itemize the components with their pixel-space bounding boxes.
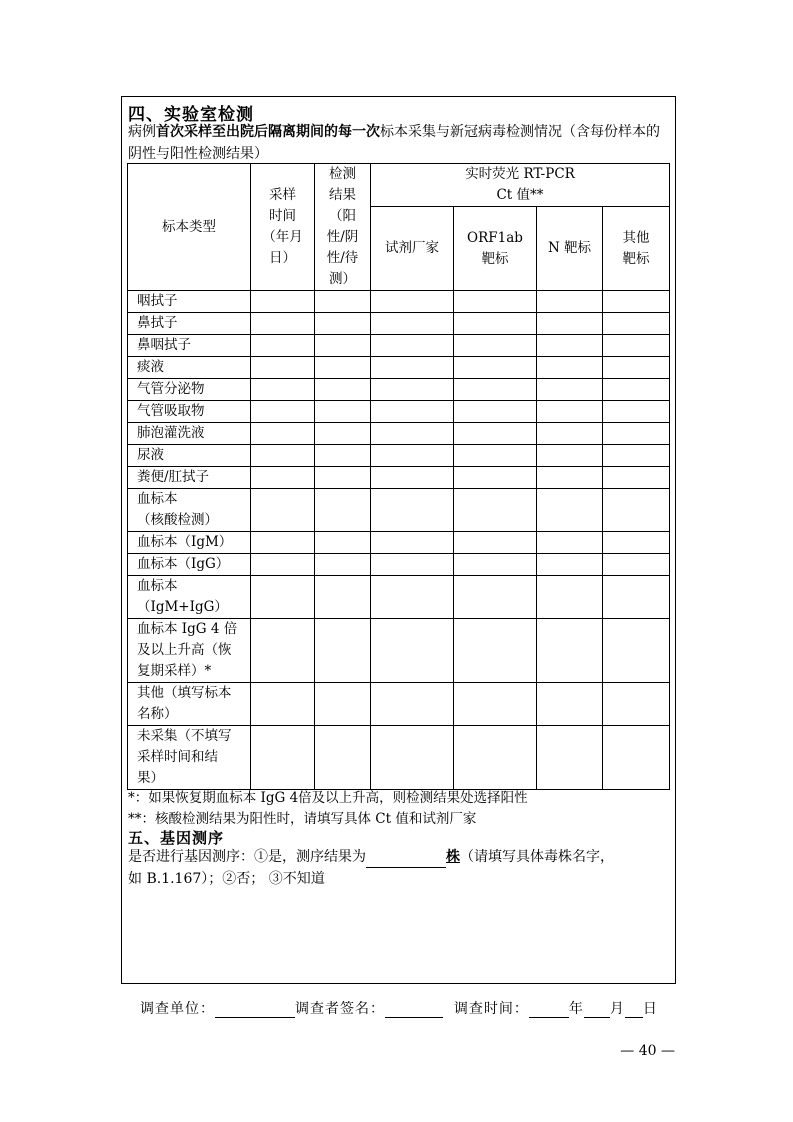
cell-sampling-date[interactable]: [251, 619, 315, 683]
table-row: [128, 532, 670, 554]
specimen-label: [128, 554, 251, 576]
cell-reagent[interactable]: [371, 291, 454, 313]
specimen-label-line: 果）: [137, 770, 164, 786]
cell-other-target[interactable]: [603, 423, 670, 445]
section-description: [128, 121, 673, 165]
header-other-line: 其他: [622, 229, 650, 246]
table-row: [128, 683, 670, 726]
cell-orf1ab[interactable]: [454, 357, 537, 379]
cell-test-result[interactable]: [315, 554, 371, 576]
specimen-label: [128, 423, 251, 445]
header-test-result: [315, 164, 371, 291]
specimen-label-line: 咽拭子: [137, 293, 178, 309]
specimen-label: [128, 379, 251, 401]
footnote-ct: **：核酸检测结果为阳性时，请填写具体 Ct 值和试剂厂家: [128, 811, 477, 827]
cell-orf1ab[interactable]: [454, 467, 537, 489]
cell-n-target[interactable]: [537, 335, 603, 357]
cell-orf1ab[interactable]: [454, 379, 537, 401]
table-row: [128, 291, 670, 313]
header-result-line: 结果: [329, 187, 356, 203]
cell-test-result[interactable]: [315, 726, 371, 790]
cell-sampling-date[interactable]: [251, 423, 315, 445]
specimen-label: [128, 619, 251, 683]
cell-reagent[interactable]: [371, 445, 454, 467]
cell-orf1ab[interactable]: [454, 683, 537, 726]
specimen-label-line: 血标本（IgM）: [137, 534, 233, 550]
specimen-label-line: 鼻咽拭子: [137, 337, 191, 353]
cell-orf1ab[interactable]: [454, 489, 537, 532]
specimen-label: [128, 445, 251, 467]
cell-other-target[interactable]: [603, 357, 670, 379]
cell-sampling-date[interactable]: [251, 532, 315, 554]
table-row: [128, 401, 670, 423]
strain-input-line[interactable]: [366, 851, 446, 868]
footer-time-label: 调查时间：: [453, 1001, 529, 1017]
header-result-line: 性/阴: [326, 229, 359, 245]
cell-n-target[interactable]: [537, 357, 603, 379]
table-row: [128, 357, 670, 379]
specimen-label: [128, 335, 251, 357]
cell-sampling-date[interactable]: [251, 445, 315, 467]
specimen-label: [128, 291, 251, 313]
unit-input-line[interactable]: [215, 1001, 295, 1018]
cell-test-result[interactable]: [315, 313, 371, 335]
cell-test-result[interactable]: [315, 335, 371, 357]
month-input-line[interactable]: [584, 1001, 610, 1018]
specimen-label-line: 粪便/肛拭子: [137, 469, 210, 485]
cell-reagent[interactable]: [371, 489, 454, 532]
header-rt-pcr: [371, 164, 670, 207]
header-date-line: 日）: [269, 250, 296, 266]
table-row: [128, 726, 670, 790]
header-date-line: 采样: [269, 187, 296, 203]
cell-test-result[interactable]: [315, 357, 371, 379]
specimen-label: [128, 489, 251, 532]
specimen-label: [128, 532, 251, 554]
cell-n-target[interactable]: [537, 532, 603, 554]
cell-other-target[interactable]: [603, 576, 670, 619]
cell-other-target[interactable]: [603, 489, 670, 532]
cell-test-result[interactable]: [315, 532, 371, 554]
header-result-line: 检测: [329, 166, 356, 182]
cell-n-target[interactable]: [537, 489, 603, 532]
section-title-sequencing: 五、基因测序: [128, 829, 225, 847]
table-row: [128, 423, 670, 445]
header-specimen-type: 标本类型: [128, 164, 251, 291]
table-row: [128, 445, 670, 467]
cell-other-target[interactable]: [603, 335, 670, 357]
cell-test-result[interactable]: [315, 423, 371, 445]
specimen-label-line: 血标本（IgG）: [137, 556, 230, 572]
cell-other-target[interactable]: [603, 379, 670, 401]
cell-reagent[interactable]: [371, 313, 454, 335]
table-row: [128, 619, 670, 683]
specimen-label-line: 痰液: [137, 359, 164, 375]
cell-sampling-date[interactable]: [251, 489, 315, 532]
header-sampling-date: [251, 164, 315, 291]
table-body: [128, 291, 670, 790]
cell-other-target[interactable]: [603, 445, 670, 467]
table-row: [128, 467, 670, 489]
specimen-label-line: 气管吸取物: [137, 403, 205, 419]
sequencing-question-hint: （请填写具体毒株名字，: [460, 849, 614, 865]
cell-test-result[interactable]: [315, 445, 371, 467]
footer-day-label: 日: [642, 1001, 658, 1017]
header-other-target: [603, 207, 670, 291]
specimen-label: [128, 313, 251, 335]
cell-reagent[interactable]: [371, 357, 454, 379]
survey-footer: [140, 998, 658, 1018]
cell-n-target[interactable]: [537, 683, 603, 726]
cell-orf1ab[interactable]: [454, 576, 537, 619]
cell-orf1ab[interactable]: [454, 619, 537, 683]
cell-other-target[interactable]: [603, 401, 670, 423]
table-row: [128, 313, 670, 335]
specimen-label-line: 未采集（不填写: [137, 728, 232, 744]
cell-reagent[interactable]: [371, 576, 454, 619]
cell-sampling-date[interactable]: [251, 401, 315, 423]
cell-orf1ab[interactable]: [454, 554, 537, 576]
signer-input-line[interactable]: [385, 1001, 443, 1018]
cell-sampling-date[interactable]: [251, 313, 315, 335]
cell-orf1ab[interactable]: [454, 423, 537, 445]
specimen-label-line: 肺泡灌洗液: [137, 425, 205, 441]
specimen-label: [128, 401, 251, 423]
cell-other-target[interactable]: [603, 619, 670, 683]
desc-suffix: 标本采集与新冠病毒检测情况（含每份样本的阴性与阳性检测结果）: [128, 124, 660, 162]
header-pcr-line: Ct 值**: [496, 187, 544, 203]
cell-other-target[interactable]: [603, 467, 670, 489]
cell-n-target[interactable]: [537, 576, 603, 619]
specimen-label: [128, 683, 251, 726]
sequencing-question: [128, 846, 673, 890]
header-orf-line: 靶标: [481, 250, 509, 267]
header-other-line: 靶标: [622, 250, 650, 267]
cell-orf1ab[interactable]: [454, 445, 537, 467]
specimen-label-line: 其他（填写标本: [137, 685, 232, 701]
specimen-label: [128, 576, 251, 619]
specimen-label-line: （IgM+IgG）: [137, 599, 228, 615]
sequencing-question-text: 是否进行基因测序：①是，测序结果为: [128, 849, 366, 865]
cell-n-target[interactable]: [537, 726, 603, 790]
footer-year-label: 年: [568, 1001, 584, 1017]
specimen-label-line: 尿液: [137, 447, 164, 463]
cell-sampling-date[interactable]: [251, 357, 315, 379]
cell-sampling-date[interactable]: [251, 379, 315, 401]
table-row: [128, 379, 670, 401]
cell-sampling-date[interactable]: [251, 291, 315, 313]
cell-other-target[interactable]: [603, 313, 670, 335]
cell-orf1ab[interactable]: [454, 401, 537, 423]
specimen-label-line: 血标本: [137, 578, 178, 594]
specimen-label-line: 复期采样）*: [137, 663, 212, 679]
cell-reagent[interactable]: [371, 619, 454, 683]
cell-test-result[interactable]: [315, 467, 371, 489]
specimen-label-line: 气管分泌物: [137, 381, 205, 397]
cell-sampling-date[interactable]: [251, 726, 315, 790]
cell-test-result[interactable]: [315, 291, 371, 313]
cell-reagent[interactable]: [371, 401, 454, 423]
footer-unit-label: 调查单位：: [140, 1001, 215, 1017]
cell-n-target[interactable]: [537, 379, 603, 401]
cell-sampling-date[interactable]: [251, 335, 315, 357]
table-row: [128, 554, 670, 576]
cell-reagent[interactable]: [371, 683, 454, 726]
cell-test-result[interactable]: [315, 489, 371, 532]
cell-orf1ab[interactable]: [454, 291, 537, 313]
strain-suffix: 株: [446, 849, 460, 865]
cell-n-target[interactable]: [537, 467, 603, 489]
day-input-line[interactable]: [625, 1001, 643, 1018]
cell-reagent[interactable]: [371, 423, 454, 445]
cell-reagent[interactable]: [371, 554, 454, 576]
cell-n-target[interactable]: [537, 445, 603, 467]
page-number: — 40 —: [620, 1043, 675, 1059]
cell-test-result[interactable]: [315, 401, 371, 423]
header-orf1ab: [454, 207, 537, 291]
header-result-line: 性/待: [326, 250, 359, 266]
specimen-label: [128, 357, 251, 379]
specimen-label-line: 采样时间和结: [137, 749, 218, 765]
cell-n-target[interactable]: [537, 401, 603, 423]
sequencing-options: 如 B.1.167）；②否； ③不知道: [128, 871, 325, 887]
cell-n-target[interactable]: [537, 554, 603, 576]
cell-test-result[interactable]: [315, 619, 371, 683]
header-date-line: （年月: [262, 229, 303, 245]
specimen-label-line: （核酸检测）: [137, 512, 218, 528]
header-orf-line: ORF1ab: [467, 229, 523, 246]
header-reagent: 试剂厂家: [371, 207, 454, 291]
year-input-line[interactable]: [529, 1001, 569, 1018]
specimen-label-line: 名称）: [137, 706, 178, 722]
cell-sampling-date[interactable]: [251, 554, 315, 576]
header-result-line: （阳: [329, 208, 356, 224]
cell-other-target[interactable]: [603, 291, 670, 313]
header-pcr-line: 实时荧光 RT-PCR: [465, 166, 575, 182]
header-n-target: N 靶标: [537, 207, 603, 291]
footer-signer-label: 调查者签名：: [295, 1001, 385, 1017]
desc-prefix: 病例: [128, 124, 156, 140]
specimen-label-line: 鼻拭子: [137, 315, 178, 331]
section-title-lab: 四、实验室检测: [128, 105, 254, 125]
cell-orf1ab[interactable]: [454, 313, 537, 335]
specimen-label-line: 血标本 IgG 4 倍: [137, 621, 238, 637]
specimen-label: [128, 467, 251, 489]
cell-n-target[interactable]: [537, 619, 603, 683]
cell-orf1ab[interactable]: [454, 726, 537, 790]
cell-reagent[interactable]: [371, 379, 454, 401]
cell-n-target[interactable]: [537, 291, 603, 313]
lab-test-table: [127, 163, 670, 790]
cell-sampling-date[interactable]: [251, 467, 315, 489]
footnote-igg: *：如果恢复期血标本 IgG 4倍及以上升高，则检测结果处选择阳性: [128, 790, 528, 806]
cell-sampling-date[interactable]: [251, 576, 315, 619]
cell-other-target[interactable]: [603, 683, 670, 726]
footer-month-label: 月: [609, 1001, 625, 1017]
cell-orf1ab[interactable]: [454, 335, 537, 357]
header-result-line: 测）: [329, 271, 356, 287]
cell-orf1ab[interactable]: [454, 532, 537, 554]
specimen-label-line: 血标本: [137, 491, 178, 507]
cell-other-target[interactable]: [603, 726, 670, 790]
cell-other-target[interactable]: [603, 532, 670, 554]
cell-reagent[interactable]: [371, 726, 454, 790]
cell-n-target[interactable]: [537, 423, 603, 445]
header-date-line: 时间: [269, 208, 296, 224]
table-row: [128, 576, 670, 619]
cell-reagent[interactable]: [371, 467, 454, 489]
table-row: [128, 335, 670, 357]
specimen-label: [128, 726, 251, 790]
cell-test-result[interactable]: [315, 379, 371, 401]
desc-emphasis: 首次采样至出院后隔离期间的每一次: [156, 124, 380, 140]
cell-n-target[interactable]: [537, 313, 603, 335]
cell-reagent[interactable]: [371, 335, 454, 357]
specimen-label-line: 及以上升高（恢: [137, 642, 232, 658]
table-row: [128, 489, 670, 532]
cell-reagent[interactable]: [371, 532, 454, 554]
cell-test-result[interactable]: [315, 683, 371, 726]
cell-test-result[interactable]: [315, 576, 371, 619]
cell-sampling-date[interactable]: [251, 683, 315, 726]
cell-other-target[interactable]: [603, 554, 670, 576]
